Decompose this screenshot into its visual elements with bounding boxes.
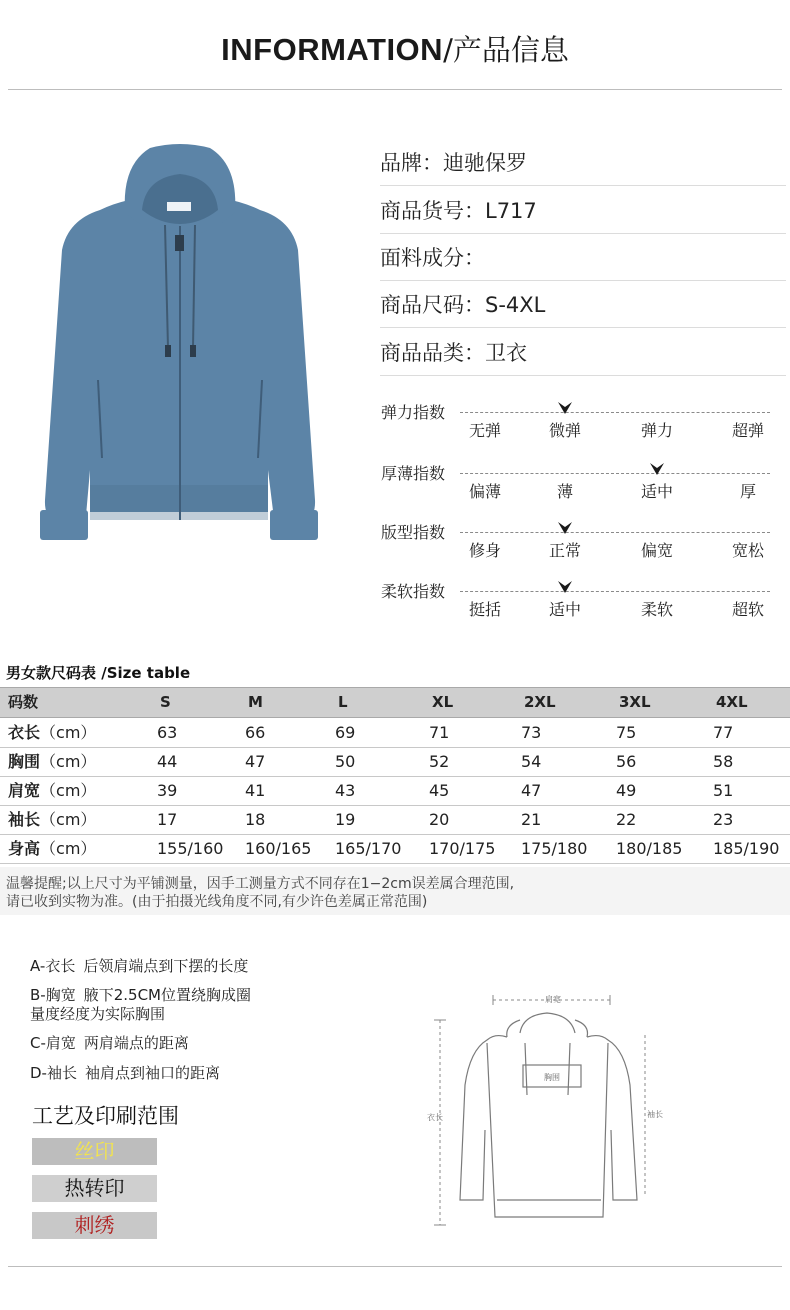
legend-sleeve-desc: 袖肩点到袖口的距离	[84, 1064, 220, 1082]
size-row-label	[8, 747, 96, 776]
size-row-unit: （cm）	[40, 752, 97, 771]
index-option: 偏宽	[640, 541, 673, 560]
craft-title: 工艺及印刷范围	[32, 1104, 179, 1128]
index-option: 挺括	[468, 600, 501, 619]
index-option: 正常	[548, 541, 581, 560]
index-label: 柔软指数	[381, 582, 446, 601]
size-value-cell: 51	[713, 781, 734, 800]
info-row	[380, 236, 786, 281]
craft-heat-transfer-tag: 热转印	[32, 1175, 157, 1202]
size-value-cell: 170/175	[429, 839, 496, 858]
info-label: 商品货号：	[380, 199, 485, 223]
legend-shoulder-key: C-肩宽	[30, 1034, 76, 1052]
measurement-diagram	[415, 985, 680, 1230]
size-value-cell: 43	[335, 781, 356, 800]
size-value-cell: 47	[245, 752, 266, 771]
size-value-cell: 39	[157, 781, 178, 800]
hoodie-illustration	[30, 140, 330, 550]
product-image	[30, 140, 330, 550]
size-value-cell: 56	[616, 752, 637, 771]
legend-length	[30, 957, 248, 976]
legend-chest-desc: 腋下2.5CM位置绕胸成圈	[83, 986, 251, 1004]
size-row-name: 衣长	[8, 723, 41, 742]
size-row-name: 胸围	[8, 752, 41, 771]
info-value: L717	[485, 199, 537, 223]
size-header-cell: XL	[432, 693, 454, 711]
size-note-line2: 请已收到实物为准。(由于拍摄光线角度不同,有少许色差属正常范围)	[6, 894, 428, 910]
size-table-row	[0, 834, 790, 864]
size-row-unit: （cm）	[40, 781, 97, 800]
index-label: 版型指数	[381, 523, 446, 542]
size-value-cell: 69	[335, 723, 356, 742]
size-value-cell: 160/165	[245, 839, 312, 858]
size-value-cell: 180/185	[616, 839, 683, 858]
diagram-sleeve-label: 袖长	[647, 1110, 663, 1119]
size-table-row	[0, 747, 790, 777]
index-option: 微弹	[548, 421, 581, 440]
size-row-unit: （cm）	[40, 723, 97, 742]
index-option: 柔软	[640, 600, 673, 619]
size-value-cell: 47	[521, 781, 542, 800]
size-value-cell: 20	[429, 810, 450, 829]
index-option: 无弹	[468, 421, 501, 440]
size-table-row	[0, 805, 790, 835]
size-header-cell: 2XL	[524, 693, 556, 711]
index-option: 薄	[556, 482, 573, 501]
page-title	[0, 28, 790, 69]
index-option: 厚	[739, 482, 756, 501]
info-row	[380, 141, 786, 186]
size-row-name: 袖长	[8, 810, 41, 829]
diagram-shoulder-label: 肩宽	[545, 995, 561, 1004]
size-header-cell: S	[160, 693, 171, 711]
index-option: 弹力	[640, 421, 673, 440]
size-row-name: 肩宽	[8, 781, 41, 800]
size-value-cell: 23	[713, 810, 734, 829]
size-table-row	[0, 718, 790, 748]
size-value-cell: 66	[245, 723, 266, 742]
legend-shoulder-desc: 两肩端点的距离	[83, 1034, 189, 1052]
craft-silkscreen-tag: 丝印	[32, 1138, 157, 1165]
size-note	[6, 875, 786, 911]
info-row	[380, 283, 786, 328]
info-label: 面料成分：	[380, 246, 485, 270]
size-value-cell: 63	[157, 723, 178, 742]
size-value-cell: 54	[521, 752, 542, 771]
size-row-name: 身高	[8, 839, 41, 858]
index-option: 偏薄	[468, 482, 501, 501]
legend-chest-desc2: 量度经度为实际胸围	[30, 1005, 166, 1023]
size-row-unit: （cm）	[40, 810, 97, 829]
size-value-cell: 18	[245, 810, 266, 829]
size-table-title: 男女款尺码表 /Size table	[6, 664, 191, 682]
index-label: 厚薄指数	[381, 464, 446, 483]
size-table-row	[0, 776, 790, 806]
page-title-en: INFORMATION	[221, 32, 444, 67]
size-row-label	[8, 805, 96, 834]
info-value: 迪驰保罗	[443, 151, 527, 175]
size-value-cell: 75	[616, 723, 637, 742]
size-value-cell: 165/170	[335, 839, 402, 858]
legend-sleeve-key: D-袖长	[30, 1064, 77, 1082]
legend-sleeve	[30, 1064, 220, 1083]
size-value-cell: 17	[157, 810, 178, 829]
size-header-cell: M	[248, 693, 263, 711]
legend-length-desc: 后领肩端点到下摆的长度	[83, 957, 249, 975]
size-value-cell: 58	[713, 752, 734, 771]
info-row	[380, 331, 786, 376]
info-label: 商品尺码：	[380, 293, 485, 317]
legend-shoulder	[30, 1034, 189, 1053]
index-option: 适中	[640, 482, 673, 501]
size-header-cell: 码数	[8, 693, 39, 711]
header-divider	[8, 89, 782, 90]
size-value-cell: 21	[521, 810, 542, 829]
page-title-cn: /产品信息	[443, 33, 569, 67]
diagram-chest-label: 胸围	[544, 1073, 560, 1082]
size-value-cell: 77	[713, 723, 734, 742]
size-value-cell: 44	[157, 752, 178, 771]
info-value: 卫衣	[485, 341, 527, 365]
size-value-cell: 49	[616, 781, 637, 800]
size-note-line1: 温馨提醒;以上尺寸为平铺测量，因手工测量方式不同存在1−2cm误差属合理范围,	[6, 876, 515, 892]
index-option: 适中	[548, 600, 581, 619]
size-row-label	[8, 776, 96, 805]
size-header-cell: 4XL	[716, 693, 748, 711]
legend-length-key: A-衣长	[30, 957, 76, 975]
size-row-label	[8, 834, 96, 863]
info-label: 商品品类：	[380, 341, 485, 365]
size-row-label	[8, 718, 96, 747]
index-option: 超弹	[731, 421, 764, 440]
size-value-cell: 50	[335, 752, 356, 771]
diagram-length-label: 衣长	[427, 1113, 443, 1122]
index-scale-line	[460, 591, 770, 592]
craft-embroidery-tag: 刺绣	[32, 1212, 157, 1239]
size-value-cell: 22	[616, 810, 637, 829]
index-scale-line	[460, 473, 770, 474]
size-header-cell: L	[338, 693, 348, 711]
legend-chest	[30, 986, 251, 1024]
size-table-header	[0, 687, 790, 718]
footer-divider	[8, 1266, 782, 1267]
size-value-cell: 41	[245, 781, 266, 800]
info-label: 品牌：	[380, 151, 443, 175]
size-value-cell: 71	[429, 723, 450, 742]
legend-chest-key: B-胸宽	[30, 986, 76, 1004]
size-value-cell: 19	[335, 810, 356, 829]
index-option: 修身	[468, 541, 501, 560]
index-option: 宽松	[731, 541, 764, 560]
size-header-cell: 3XL	[619, 693, 651, 711]
size-value-cell: 155/160	[157, 839, 224, 858]
size-row-unit: （cm）	[40, 839, 97, 858]
size-value-cell: 175/180	[521, 839, 588, 858]
info-value: S-4XL	[485, 293, 546, 317]
size-value-cell: 73	[521, 723, 542, 742]
info-row	[380, 189, 786, 234]
size-value-cell: 185/190	[713, 839, 780, 858]
size-value-cell: 52	[429, 752, 450, 771]
size-value-cell: 45	[429, 781, 450, 800]
index-label: 弹力指数	[381, 403, 446, 422]
index-scale-line	[460, 412, 770, 413]
index-scale-line	[460, 532, 770, 533]
index-option: 超软	[731, 600, 764, 619]
